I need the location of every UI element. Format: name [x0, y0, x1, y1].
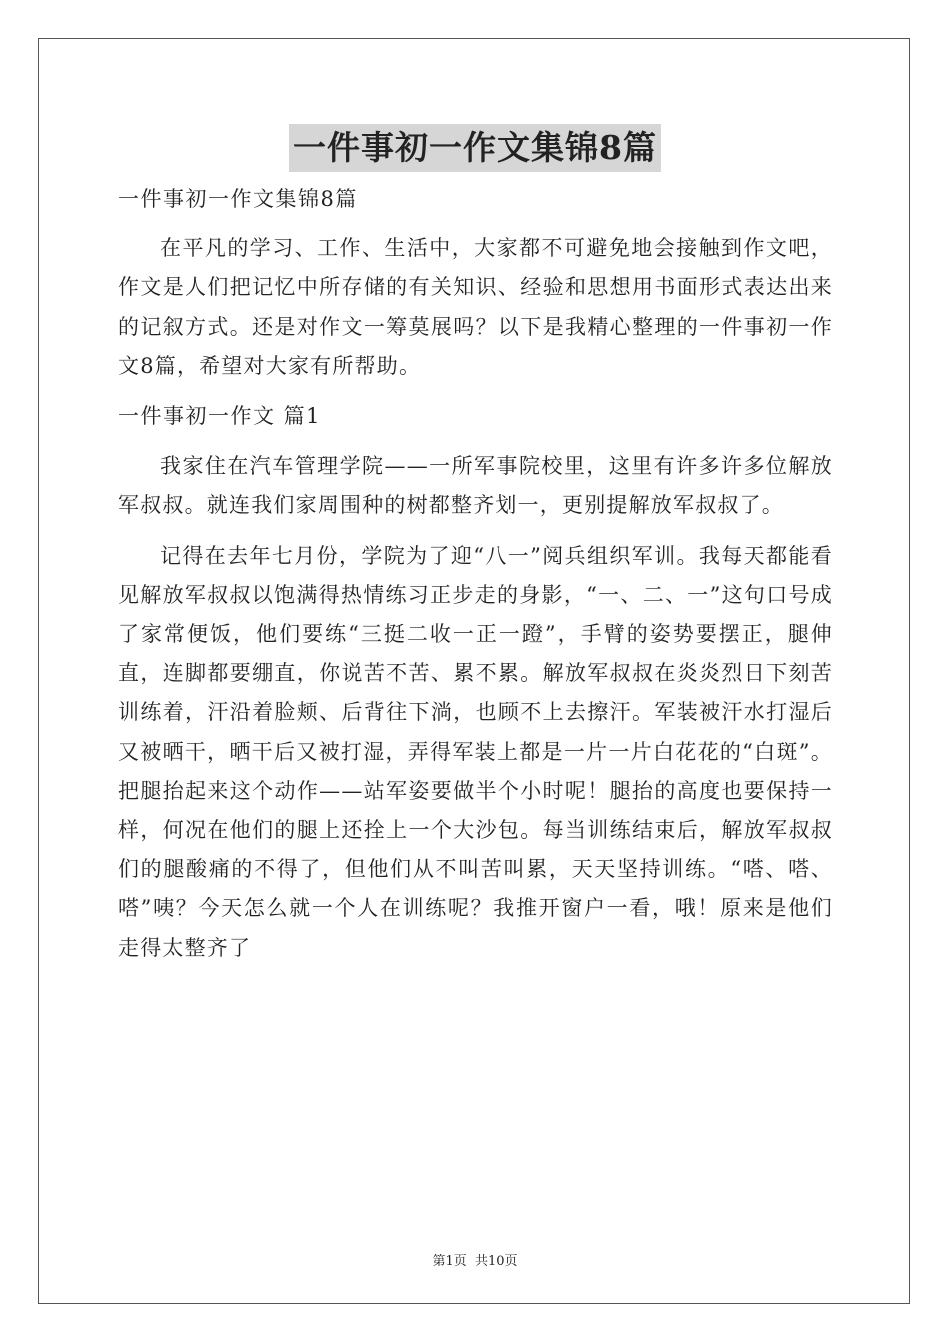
- page-number: 第1页: [432, 1254, 467, 1269]
- document-title: 一件事初一作文集锦8篇: [289, 124, 661, 172]
- page-total: 共10页: [474, 1254, 518, 1269]
- document-subtitle: 一件事初一作文集锦8篇: [118, 187, 358, 211]
- body-paragraph: 我家住在汽车管理学院——一所军事院校里，这里有许多许多位解放军叔叔。就连我们家周围种的树都整齐划一，更别提解放军叔叔了。: [118, 454, 833, 518]
- section-heading: 一件事初一作文 篇1: [118, 404, 322, 429]
- body-paragraph: 记得在去年七月份，学院为了迎“八一”阅兵组织军训。我每天都能看见解放军叔叔以饱满得热情练习正步走的身影，“一、二、一”这句口号成了家常便饭，他们要练“三挺二收一正一蹬”，手臂的姿势要摆正，腿伸直，连脚都要绷直，你说苦不苦、累不累。解放军叔叔在炎炎烈日下刻苦训练着，汗沿着脸颊、后背往下淌，也顾不上去擦汗。军装被汗水打湿后又被晒干，晒干后又被打湿，弄得军装上都是一片一片白花花的“白斑”。把腿抬起来这个动作——站军姿要做半个小时呢！腿抬的高度也要保持一样，何况在他们的腿上还拴上一个大沙包。每当训练结束后，解放军叔叔们的腿酸痛的不得了，但他们从不叫苦叫累，天天坚持训练。“嗒、嗒、嗒”咦？今天怎么就一个人在训练呢？我推开窗户一看，哦！原来是他们走得太整齐了: [118, 543, 833, 960]
- intro-paragraph: 在平凡的学习、工作、生活中，大家都不可避免地会接触到作文吧，作文是人们把记忆中所存储的有关知识、经验和思想用书面形式表达出来的记叙方式。还是对作文一筹莫展吗？以下是我精心整理的一件事初一作文8篇，希望对大家有所帮助。: [118, 236, 833, 378]
- document-body: [118, 180, 833, 979]
- page-footer: [0, 1250, 950, 1269]
- title-container: [0, 124, 950, 172]
